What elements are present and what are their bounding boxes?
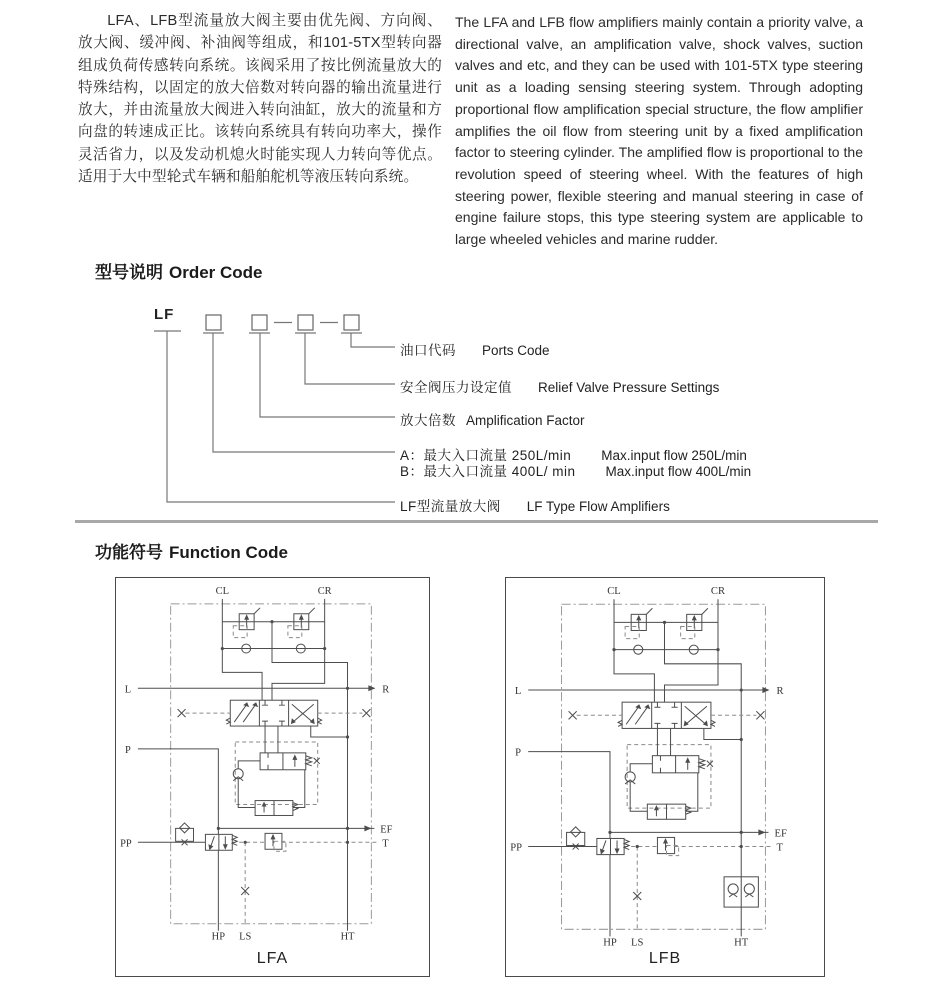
order-code-box [252, 315, 267, 330]
order-code-box [298, 315, 313, 330]
lfb-panel-label: LFB [648, 950, 682, 967]
order-code-heading [95, 258, 263, 283]
amplification-valve [235, 726, 319, 804]
subplate-boundary [562, 604, 766, 929]
order-code-heading-zh: 型号说明 [95, 263, 163, 282]
port-label-r: R [776, 686, 784, 698]
port-label-ht: HT [734, 937, 749, 949]
p-port-line [528, 752, 610, 839]
order-label-flow-b: B：最大入口流量 400L/ min Max.input flow 400L/min [400, 464, 752, 479]
lfb-hydraulic-schematic [506, 578, 824, 950]
port-label-r: R [382, 684, 390, 696]
lr-port-line [528, 687, 769, 693]
shock-valve [625, 608, 652, 638]
order-label-ports-code: 油口代码 Ports Code [400, 343, 550, 358]
directional-valve [178, 700, 371, 726]
function-code-heading-en: Function Code [169, 543, 288, 562]
order-code-prefix: LF [154, 306, 175, 323]
port-label-cl: CL [607, 586, 621, 598]
port-label-hp: HP [211, 931, 226, 943]
port-label-pp: PP [120, 838, 132, 850]
order-code-connector-lines [75, 300, 885, 515]
lfa-hydraulic-schematic [116, 578, 429, 944]
directional-valve [569, 702, 765, 728]
buffer-valve [255, 770, 305, 816]
port-label-cr: CR [710, 586, 726, 598]
shock-valve [681, 608, 708, 638]
order-code-box [206, 315, 221, 330]
cylinder-port-lines [222, 599, 347, 931]
order-code-diagram [75, 300, 885, 515]
inlet-filter [528, 827, 597, 850]
port-label-ls: LS [239, 931, 252, 943]
hydraulic-schematic [506, 578, 824, 950]
port-label-ht: HT [340, 931, 355, 943]
buffer-valve [647, 773, 697, 819]
port-label-p: P [125, 744, 131, 756]
section-divider [75, 520, 878, 523]
ef-port-line [218, 825, 374, 831]
amplification-valve [627, 728, 713, 808]
port-label-p: P [515, 747, 522, 759]
priority-valve [205, 834, 237, 850]
port-label-l: L [514, 686, 522, 698]
order-label-flow-a: A：最大入口流量 250L/min Max.input flow 250L/min [400, 448, 747, 463]
port-label-t: T [382, 838, 389, 850]
function-code-heading [95, 538, 288, 563]
order-label-amplification-factor: 放大倍数 Amplification Factor [400, 413, 585, 428]
inlet-filter [138, 823, 206, 845]
order-label-relief-settings: 安全阀压力设定值 Relief Valve Pressure Settings [400, 380, 720, 395]
junction-dots [608, 621, 742, 848]
priority-valve [597, 838, 629, 854]
shock-valve [233, 608, 260, 638]
port-label-t: T [776, 842, 784, 854]
port-label-pp: PP [510, 842, 522, 854]
ls-port-line [241, 842, 249, 923]
intro-paragraph-zh: LFA、LFB型流量放大阀主要由优先阀、方向阀、放大阀、缓冲阀、补油阀等组成，和101-5TX型转向器组成负荷传感转向系统。该阀采用了按比例流量放大的特殊结构，以固定的放大倍数对转向器的输出流量进行放大，并由流量放大阀进入转向油缸，放大的流量和方向盘的转速成正比。该转向系统具有转向功率大，操作灵活省力，以及发动机熄火时能实现人力转向等优点。适用于大中型轮式车辆和船舶舵机等液压转向系统。 [78, 13, 442, 186]
function-code-heading-zh: 功能符号 [95, 543, 163, 562]
port-label-ef: EF [774, 828, 787, 840]
lfa-panel-label: LFA [256, 950, 289, 967]
shock-valve [288, 608, 315, 638]
port-label-ls: LS [631, 937, 644, 949]
order-label-lf-type: LF型流量放大阀 LF Type Flow Amplifiers [400, 499, 670, 514]
port-label-cl: CL [215, 585, 229, 597]
ls-port-line [633, 847, 641, 930]
ef-port-line [610, 829, 768, 835]
p-port-line [138, 749, 218, 834]
relief-valve [232, 833, 376, 851]
port-label-ef: EF [380, 824, 393, 836]
intro-paragraph-en: The LFA and LFB flow amplifiers mainly contain a priority valve, a directional valve, an amplification valve, shock valves, suction valves and etc, and they can be used with 101-5TX type steering unit as a loading sensing steering system. Through adopting proportional flow amplification special structure, the flow amplifier amplifies the oil flow from steering unit by a fixed amplification factor to steering cylinder. The amplified flow is proportional to the revolution speed of steering wheel. With the features of high steering power, flexible steering and manual steering in case of engine failure stops, this type steering system are applicable to large wheeled vehicles and marine rudder. [455, 14, 863, 248]
relief-valve [624, 837, 770, 855]
subplate-boundary [171, 604, 372, 924]
cylinder-port-lines [614, 599, 741, 936]
port-label-cr: CR [317, 585, 332, 597]
order-code-heading-en: Order Code [169, 263, 263, 282]
lfb-schematic-panel [505, 577, 825, 977]
hydraulic-schematic [116, 578, 429, 944]
port-label-hp: HP [603, 937, 617, 949]
junction-dots [217, 620, 349, 844]
lr-port-line [138, 685, 375, 691]
order-code-box [344, 315, 359, 330]
lfa-schematic-panel [115, 577, 430, 977]
port-label-l: L [124, 684, 132, 696]
